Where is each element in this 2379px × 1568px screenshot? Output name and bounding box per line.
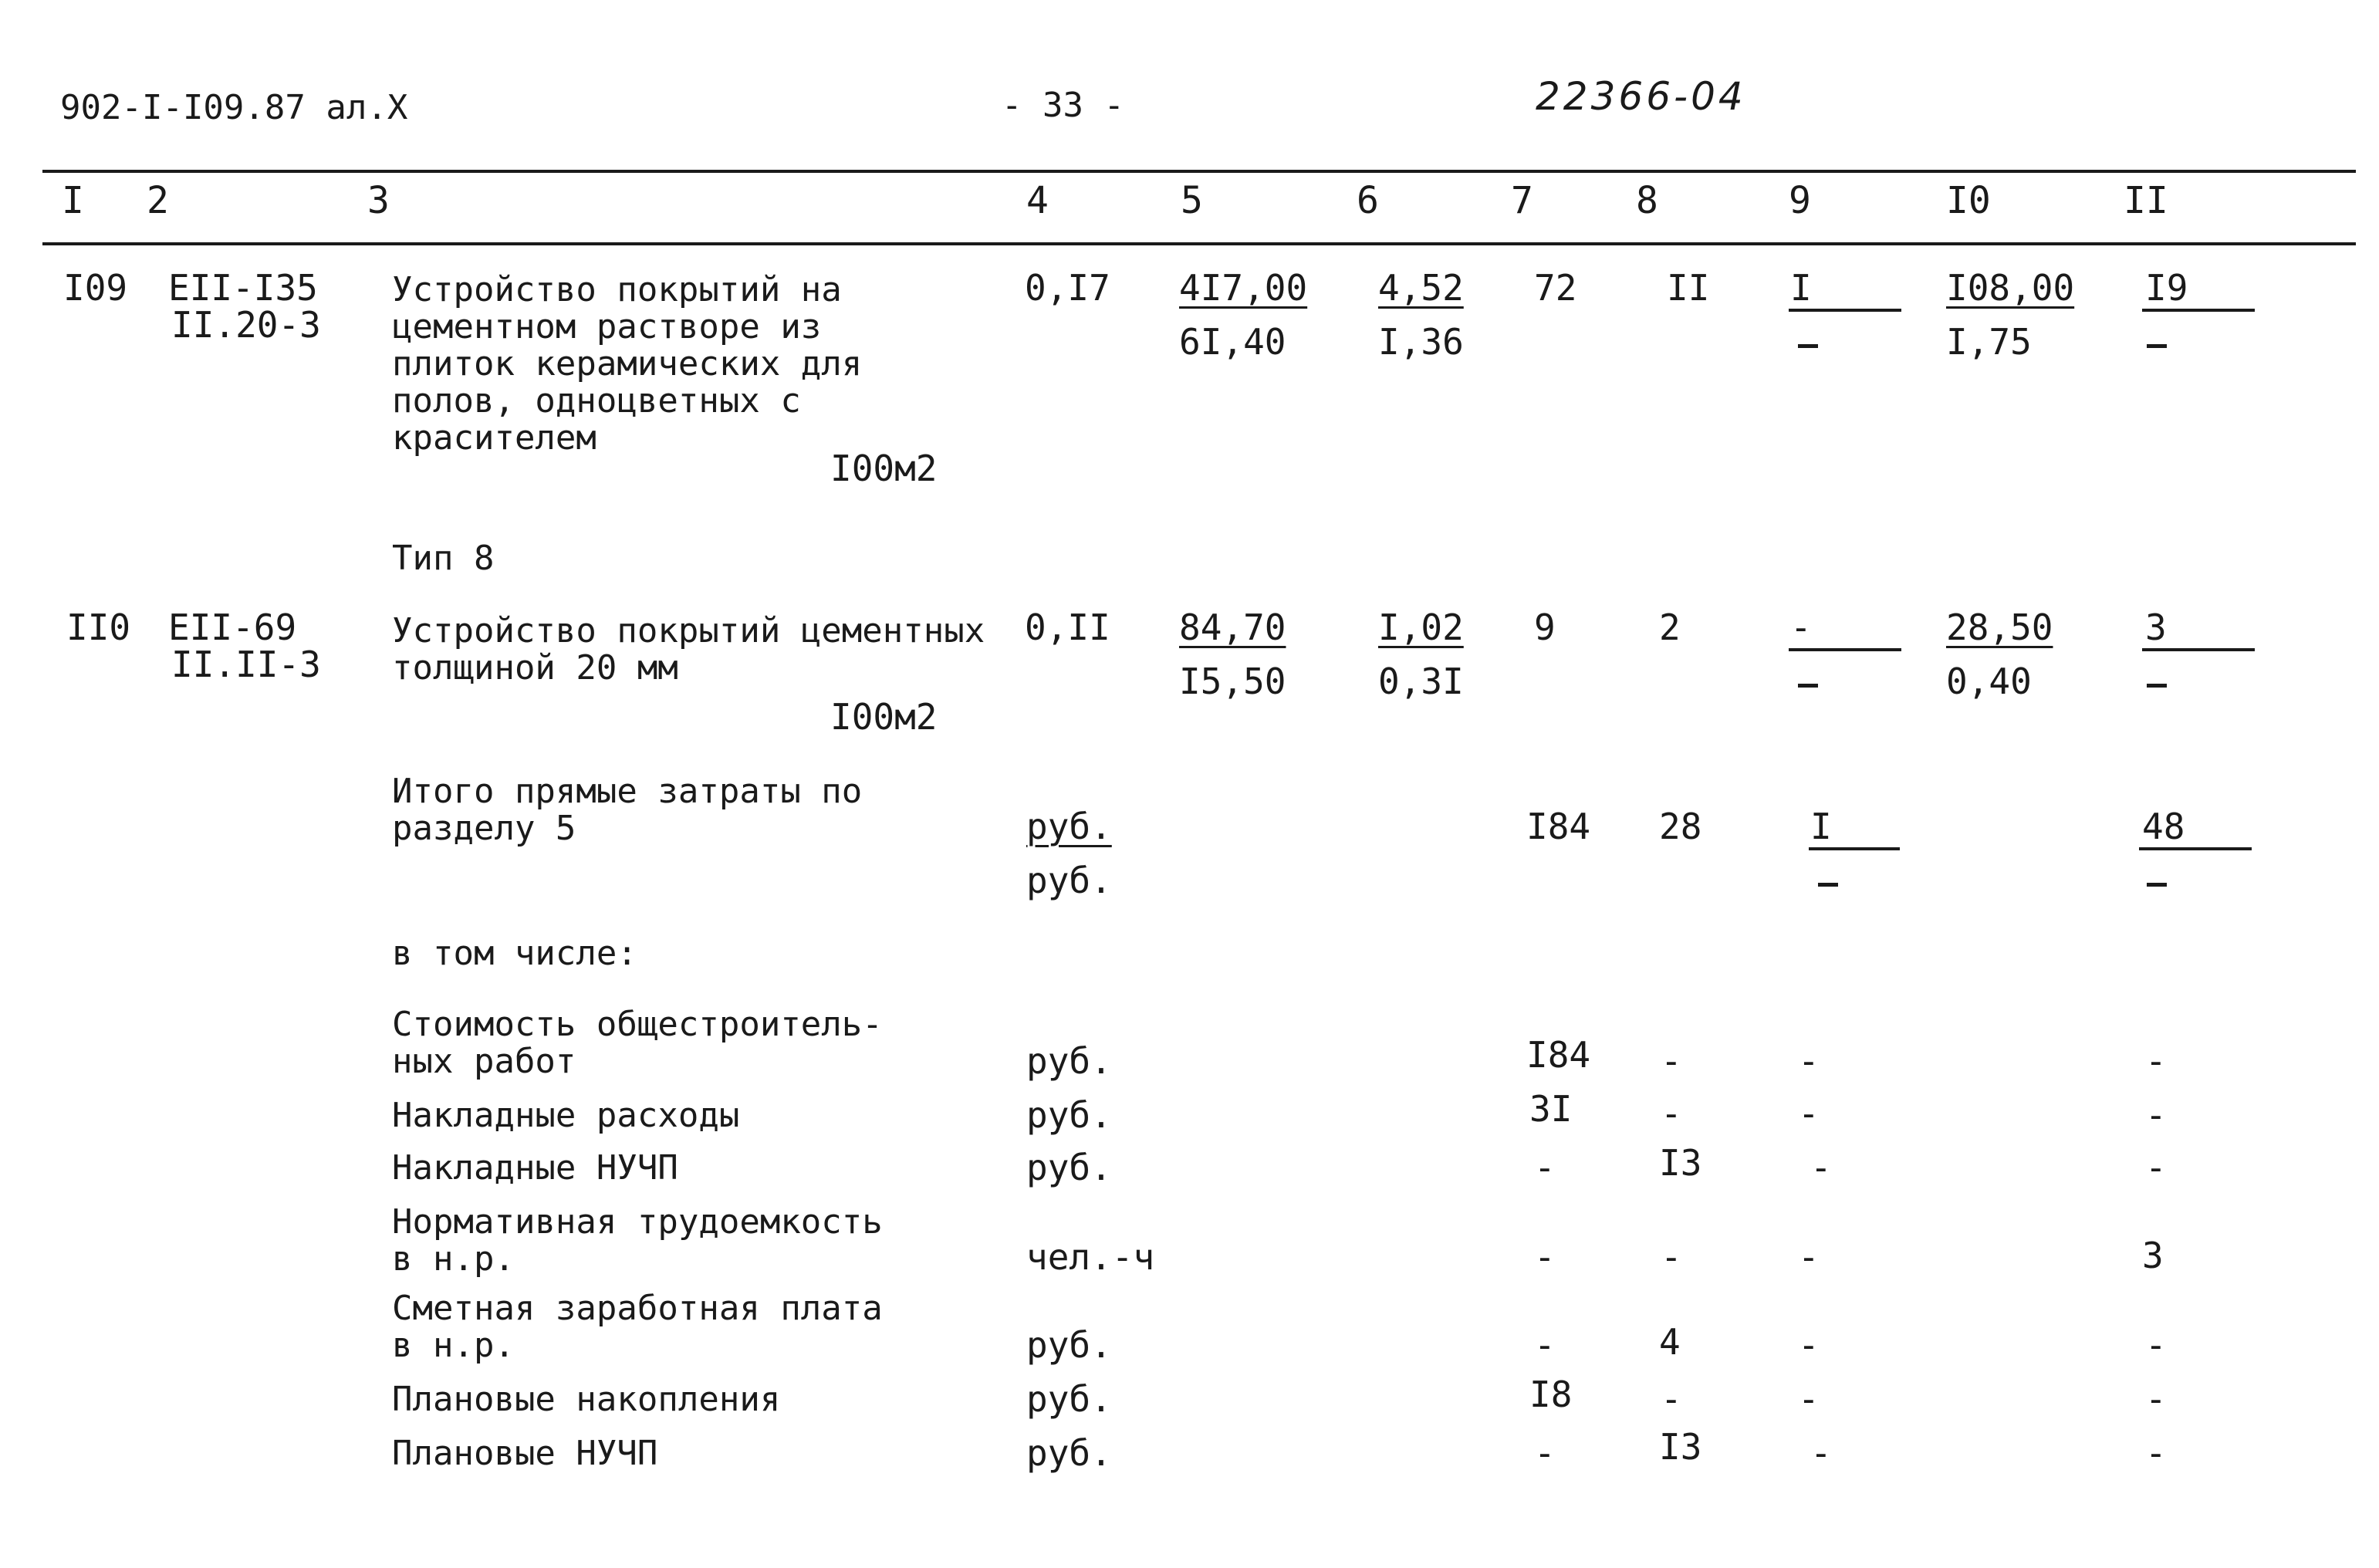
breakdown-c11: - <box>2145 1378 2167 1420</box>
column-header: II <box>2124 179 2168 222</box>
unit-cost-total: 4I7,00 <box>1179 267 1308 309</box>
breakdown-c9: - <box>1810 1432 1832 1474</box>
labor-per-unit-machine: I,75 <box>1946 321 2032 363</box>
underline-rule <box>2142 309 2255 312</box>
machine-operation: - <box>1790 607 1812 648</box>
breakdown-c9: - <box>1810 1147 1832 1188</box>
breakdown-label: Плановые НУЧП <box>392 1434 658 1473</box>
header-top-rule <box>42 170 2356 173</box>
breakdown-c7: - <box>1534 1324 1556 1366</box>
unit-cost-wages: 6I,40 <box>1179 321 1286 363</box>
machine-wages: 0,3I <box>1378 661 1464 702</box>
empty-value-dash <box>1798 344 1818 348</box>
norm-code-ref: II.II-3 <box>171 644 321 685</box>
empty-value-dash <box>2147 344 2167 348</box>
breakdown-c9: - <box>1798 1093 1820 1134</box>
machine-cost: I,02 <box>1378 607 1464 648</box>
column-header: 5 <box>1181 179 1203 222</box>
breakdown-c7: I84 <box>1526 1034 1591 1076</box>
breakdown-c7: 3I <box>1529 1088 1573 1130</box>
machine-operation: I <box>1790 267 1812 309</box>
labor-total: 3 <box>2145 607 2167 648</box>
breakdown-label: в н.р. <box>392 1326 515 1365</box>
wages-total: 2 <box>1659 607 1681 648</box>
breakdown-label: Сметная заработная плата <box>392 1289 883 1328</box>
empty-value-dash <box>1798 684 1818 688</box>
column-header: 8 <box>1636 179 1658 222</box>
empty-value-dash <box>2147 684 2167 688</box>
breakdown-c8: - <box>1661 1040 1682 1082</box>
breakdown-c9: - <box>1798 1236 1820 1278</box>
underline-rule <box>1789 309 1901 312</box>
breakdown-c7: I8 <box>1529 1374 1573 1415</box>
breakdown-c11: - <box>2145 1094 2167 1136</box>
total-unit: руб. <box>1026 806 1112 847</box>
breakdown-label: Нормативная трудоемкость <box>392 1202 883 1242</box>
breakdown-label: Стоимость общестроитель- <box>392 1005 883 1044</box>
breakdown-label: ных работ <box>392 1042 576 1081</box>
row-number: II0 <box>66 607 131 648</box>
breakdown-c7: - <box>1534 1236 1556 1278</box>
section-type-label: Тип 8 <box>392 539 495 578</box>
breakdown-c11: - <box>2145 1324 2167 1366</box>
breakdown-c9: - <box>1798 1378 1820 1420</box>
machine-wages: I,36 <box>1378 321 1464 363</box>
breakdown-unit: руб. <box>1026 1324 1112 1366</box>
breakdown-unit: руб. <box>1026 1147 1112 1188</box>
column-header: 9 <box>1789 179 1811 222</box>
measure-unit: I00м2 <box>830 448 938 489</box>
total-label-line: разделу 5 <box>392 809 576 848</box>
total-label-line: Итого прямые затраты по <box>392 772 863 811</box>
empty-value-dash <box>2147 883 2167 887</box>
header-bottom-rule <box>42 242 2356 245</box>
quantity: 0,II <box>1025 607 1110 648</box>
underline-rule <box>2139 847 2252 850</box>
machine-operation: I <box>1810 806 1832 847</box>
breakdown-c8: I3 <box>1659 1426 1702 1468</box>
total-unit: руб. <box>1026 860 1112 901</box>
work-description-line: цементном растворе из <box>392 307 822 346</box>
column-header: I <box>62 179 84 222</box>
labor-per-unit: 28,50 <box>1946 607 2053 648</box>
work-description-line: Устройство покрытий на <box>392 270 842 309</box>
work-description-line: полов, одноцветных с <box>392 381 801 421</box>
quantity: 0,I7 <box>1025 267 1110 309</box>
wages-total: 28 <box>1659 806 1702 847</box>
machine-cost: 4,52 <box>1378 267 1464 309</box>
total-cost: 72 <box>1534 267 1577 309</box>
work-description-line: красителем <box>392 418 596 458</box>
breakdown-c8: - <box>1661 1378 1682 1420</box>
empty-value-dash <box>1818 883 1838 887</box>
including-label: в том числе: <box>392 934 637 973</box>
column-header: 4 <box>1026 179 1049 222</box>
breakdown-c9: - <box>1798 1324 1820 1366</box>
breakdown-c8: 4 <box>1659 1321 1681 1363</box>
column-header: 3 <box>367 179 390 222</box>
wages-total: II <box>1667 267 1710 309</box>
measure-unit: I00м2 <box>830 696 938 738</box>
breakdown-label: Накладные расходы <box>392 1096 740 1135</box>
column-header: 2 <box>147 179 169 222</box>
column-header: 7 <box>1511 179 1533 222</box>
breakdown-c7: - <box>1534 1432 1556 1474</box>
labor-per-unit: I08,00 <box>1946 267 2075 309</box>
breakdown-label: Плановые накопления <box>392 1380 781 1419</box>
labor-total: I9 <box>2145 267 2188 309</box>
breakdown-c8: - <box>1661 1236 1682 1278</box>
work-description-line: Устройство покрытий цементных <box>392 611 985 651</box>
breakdown-c8: I3 <box>1659 1142 1702 1184</box>
breakdown-unit: руб. <box>1026 1432 1112 1474</box>
breakdown-label: в н.р. <box>392 1239 515 1279</box>
breakdown-c8: - <box>1661 1093 1682 1134</box>
labor-per-unit-machine: 0,40 <box>1946 661 2032 702</box>
norm-code: EII-I35 <box>168 267 318 309</box>
document-code: 902-I-I09.87 ал.X <box>60 88 408 127</box>
norm-code-ref: II.20-3 <box>171 304 321 346</box>
underline-rule <box>2142 648 2255 651</box>
total-cost: I84 <box>1526 806 1591 847</box>
breakdown-unit: руб. <box>1026 1040 1112 1082</box>
underline-rule <box>1789 648 1901 651</box>
norm-code: EII-69 <box>168 607 297 648</box>
breakdown-c11: - <box>2145 1147 2167 1188</box>
row-number: I09 <box>63 267 128 309</box>
breakdown-c9: - <box>1798 1040 1820 1082</box>
breakdown-c11: 3 <box>2142 1235 2164 1276</box>
unit-cost-wages: I5,50 <box>1179 661 1286 702</box>
underline-rule <box>1809 847 1900 850</box>
column-header: I0 <box>1946 179 1991 222</box>
breakdown-c11: - <box>2145 1432 2167 1474</box>
breakdown-c11: - <box>2145 1040 2167 1082</box>
breakdown-unit: чел.-ч <box>1026 1236 1155 1278</box>
unit-cost-total: 84,70 <box>1179 607 1286 648</box>
breakdown-label: Накладные НУЧП <box>392 1148 678 1188</box>
column-header: 6 <box>1357 179 1379 222</box>
page-number: - 33 - <box>1002 86 1124 125</box>
breakdown-unit: руб. <box>1026 1378 1112 1420</box>
breakdown-unit: руб. <box>1026 1094 1112 1136</box>
labor-total: 48 <box>2142 806 2185 847</box>
work-description-line: толщиной 20 мм <box>392 648 678 688</box>
breakdown-c7: - <box>1534 1147 1556 1188</box>
total-cost: 9 <box>1534 607 1556 648</box>
inventory-number: 22366-04 <box>1536 74 1746 119</box>
work-description-line: плиток керамических для <box>392 344 863 384</box>
